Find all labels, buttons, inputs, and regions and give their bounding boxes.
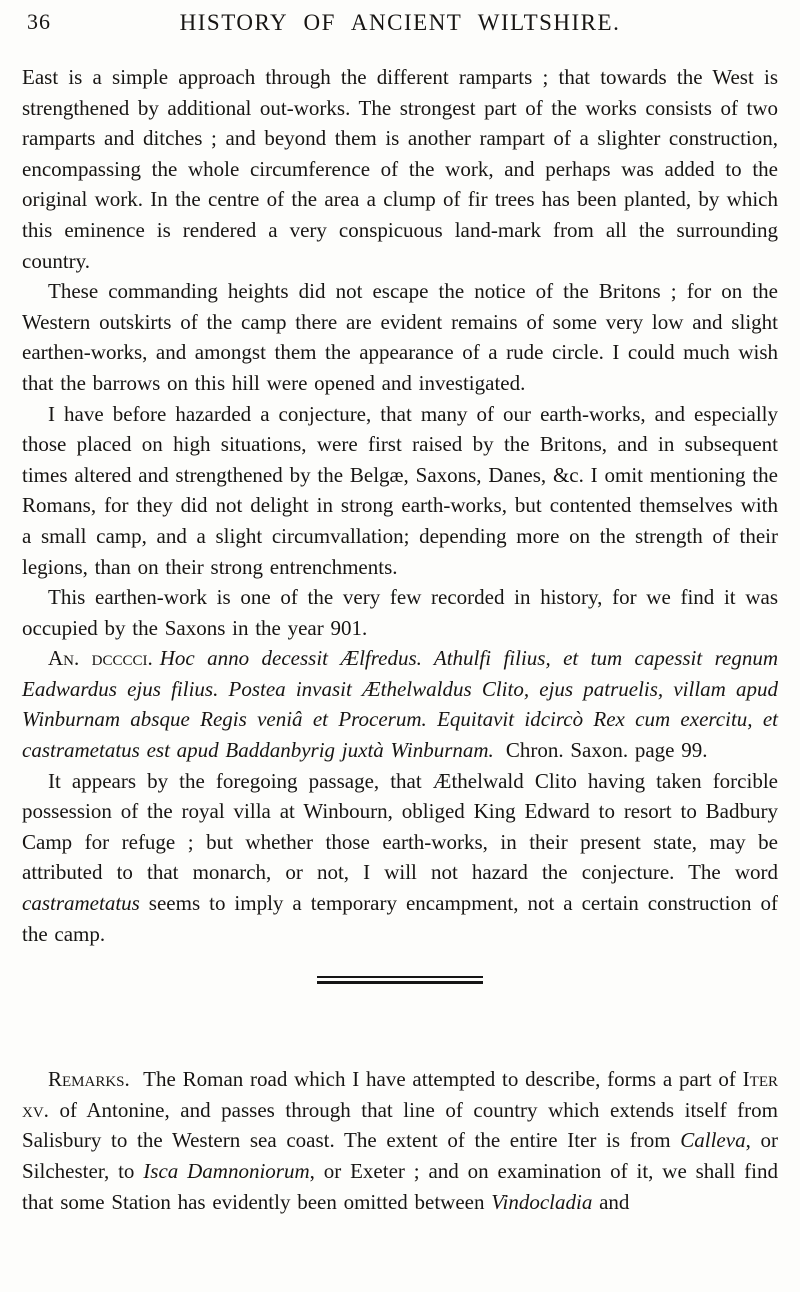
paragraph-aethelwald-text-end: seems to imply a temporary encampment, not a certain construction of the camp.	[22, 891, 778, 946]
paragraph-east-approach: East is a simple approach through the different ramparts ; that towards the West is strengthened by additional out-works. The strongest part of the works consists of two ramparts and ditches ; and beyond them is another rampart of a slighter construction, encompassing the whole circumference of the work, and perhaps was added to the original work. In the centre of the area a clump of fir trees has been planted, by which this eminence is rendered a very conspicuous land-mark from all the surrounding country.	[22, 65, 778, 273]
remarks-text-1: The Roman road which I have attempted to describe, forms a part of	[136, 1067, 743, 1092]
main-text	[22, 62, 778, 949]
italic-term-castrametatus: castrametatus	[22, 891, 140, 916]
section-divider	[317, 976, 483, 984]
italic-term-vindocladia: Vindocladia	[491, 1189, 593, 1214]
remarks-section	[22, 1064, 778, 1217]
paragraph-conjecture: I have before hazarded a conjecture, that many of our earth-works, and especially those placed on high situations, were first raised by the Britons, and in subsequent times altered and strengthened by the Belgæ, Saxons, Danes, &c. I omit mentioning the Romans, for they did not delight in strong earth-works, but contented themselves with a small camp, and a slight circumvallation; depending more on the strength of their legions, than on their strong entrenchments.	[22, 401, 778, 579]
latin-citation: Chron. Saxon. page 99.	[505, 738, 708, 763]
divider-rule-thick	[317, 981, 483, 984]
remarks-text-3: , or Silchester, to	[22, 1128, 778, 1183]
remarks-text-4: , or Exeter ; and on examination of it, we shall find that some Station has evidently been omitted between	[22, 1159, 778, 1214]
paragraph-recorded-history: This earthen-work is one of the very few recorded in history, for we find it was occupied by the Saxons in the year 901.	[22, 585, 778, 640]
smallcaps-iter-xv: Iter xv.	[22, 1067, 778, 1122]
remarks-paragraph	[22, 1064, 778, 1217]
latin-quote-body: Hoc anno decessit Ælfredus. Athulfi filius, et tum capessit regnum Eadwardus ejus filius. Postea invasit Æthelwaldus Clito, ejus patruelis, villam apud Winburnam absque Regis veniâ et Procerum. Equitavit idcircò Rex cum exercitu, et castrametatus est apud Baddanbyrig juxtà Winburnam.	[22, 646, 778, 763]
italic-term-isca-damnoniorum: Isca Damnoniorum	[143, 1159, 310, 1183]
remarks-label: Remarks.	[48, 1067, 130, 1092]
page-number: 36	[27, 9, 51, 34]
latin-year-label: An. dcccci.	[48, 646, 153, 671]
paragraph-aethelwald-text: It appears by the foregoing passage, that Æthelwald Clito having taken forcible possession of the royal villa at Winbourn, obliged King Edward to resort to Badbury Camp for refuge ; but whether those earth-works, in their present state, may be attributed to that monarch, or not, I will not hazard the conjecture. The word	[22, 768, 778, 885]
paragraph-commanding-heights: These commanding heights did not escape the notice of the Britons ; for on the Western outskirts of the camp there are evident remains of some very low and slight earthen-works, and amongst them the appearance of a rude circle. I could much wish that the barrows on this hill were opened and investigated.	[22, 279, 778, 395]
paragraph-aethelwald	[22, 766, 778, 950]
divider-rule-thin	[317, 976, 483, 978]
running-header: HISTORY OF ANCIENT WILTSHIRE.	[179, 10, 621, 35]
remarks-text-2: of Antonine, and passes through that line of country which extends itself from Salisbury to the Western sea coast. The extent of the entire Iter is from	[22, 1097, 778, 1153]
italic-term-calleva: Calleva	[680, 1128, 746, 1153]
remarks-text-5: and	[592, 1189, 630, 1214]
latin-quote-paragraph	[22, 643, 778, 765]
